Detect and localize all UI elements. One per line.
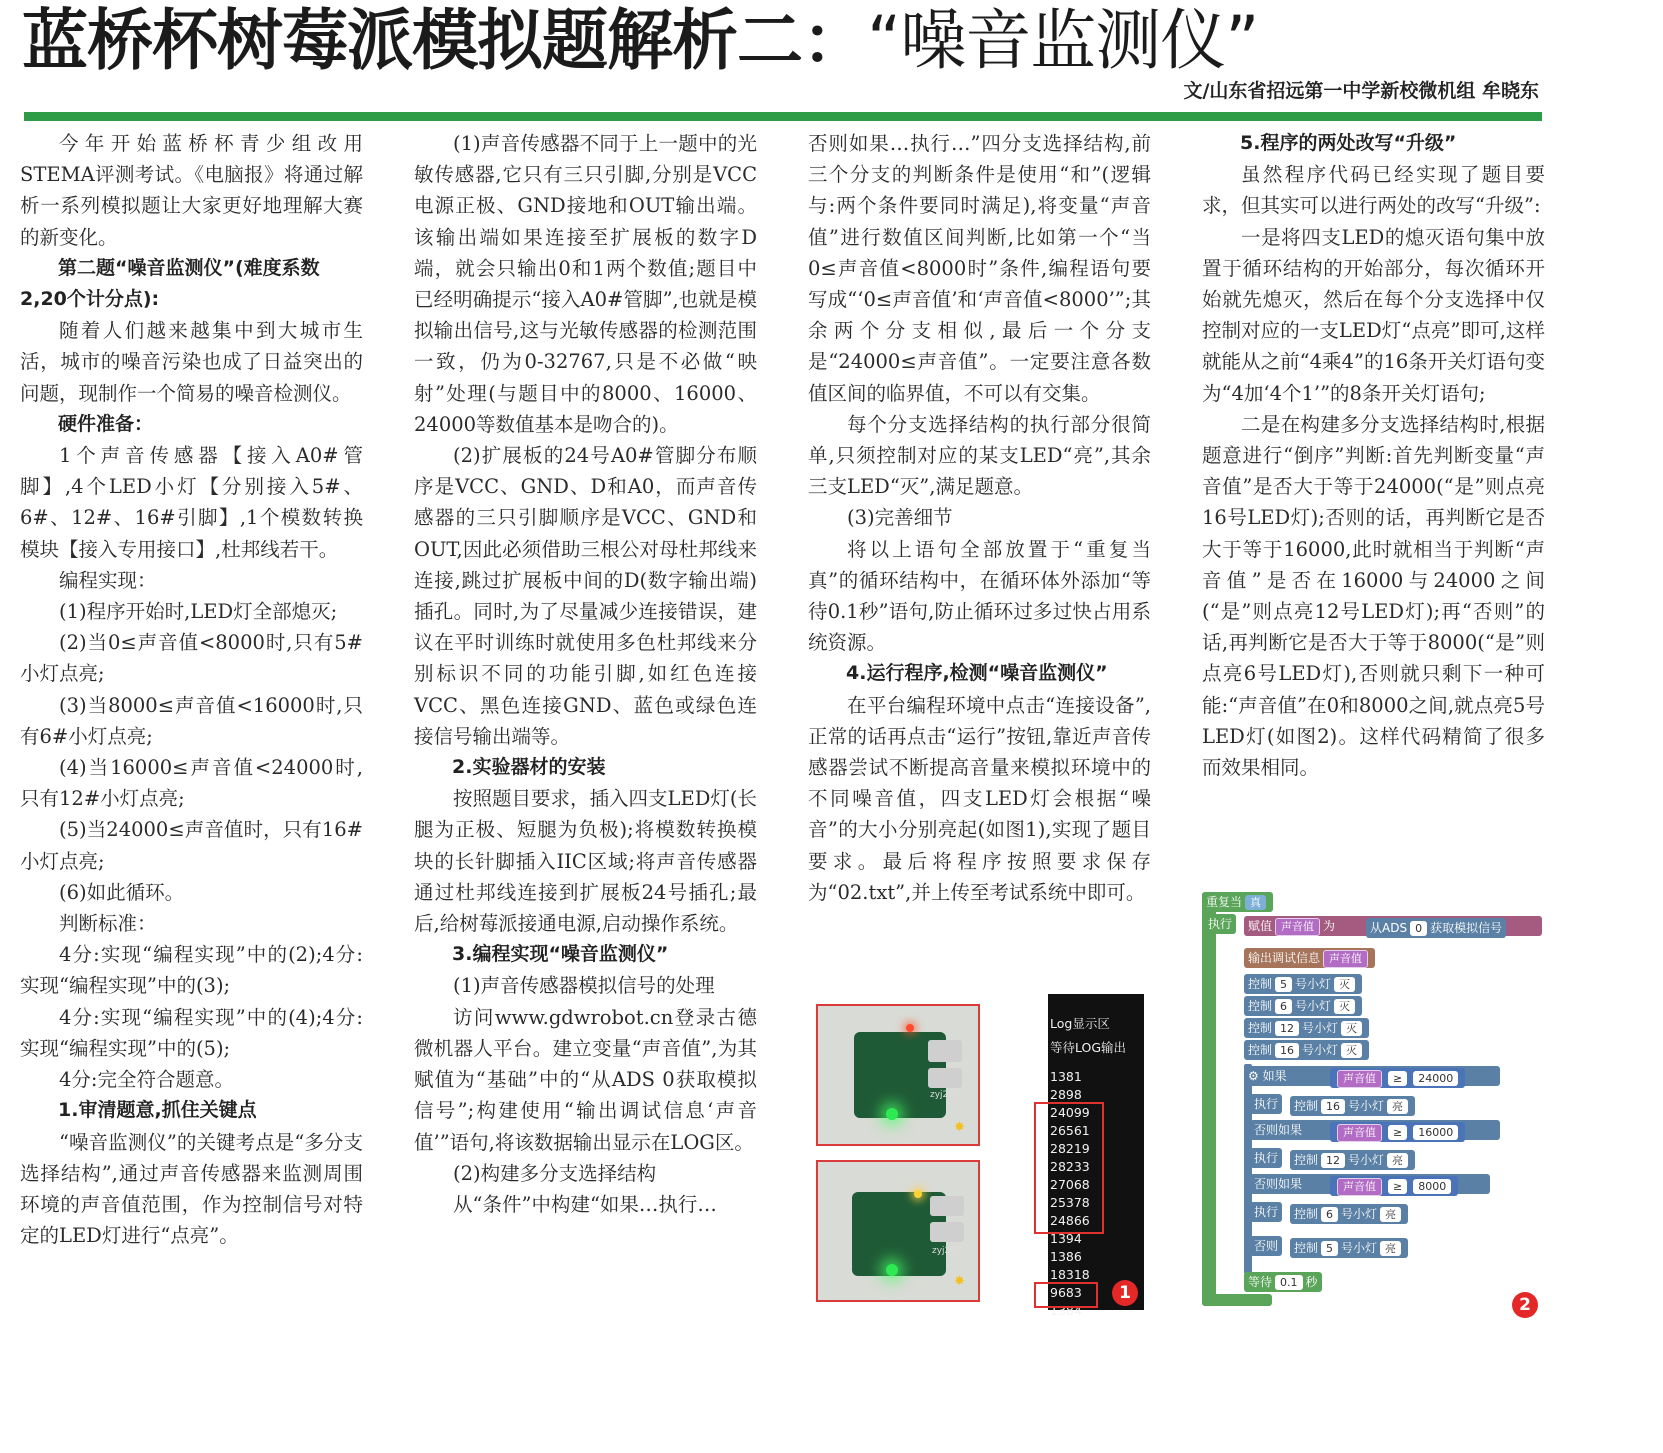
led-green xyxy=(886,1108,898,1120)
log-entry: 24866 xyxy=(1050,1213,1090,1228)
led-off-block: 控制 5 号小灯 灭 xyxy=(1244,974,1362,994)
led-red xyxy=(906,1024,914,1032)
paragraph: (4)当16000≤声音值<24000时,只有12#小灯点亮; xyxy=(20,756,363,811)
paragraph: (2)构建多分支选择结构 xyxy=(453,1161,657,1185)
led-yellow xyxy=(914,1190,922,1198)
then-label: 执行 xyxy=(1250,1148,1282,1168)
paragraph: 按照题目要求，插入四支LED灯(长腿为正极、短腿为负极);将模数转换模块的长针脚插入IIC区域;将声音传感器通过杜邦线连接到扩展板24号插孔;最后,给树莓派接通电源,启动操作系统。 xyxy=(414,787,757,936)
paragraph: (2)当0≤声音值<8000时,只有5#小灯点亮; xyxy=(20,631,363,686)
paragraph: 1个声音传感器【接入A0#管脚】,4个LED小灯【分别接入5#、6#、12#、16#引脚】,1个模数转换模块【接入专用接口】,杜邦线若干。 xyxy=(20,444,363,561)
log-entry: 18318 xyxy=(1050,1267,1090,1282)
led-off-block: 控制 12 号小灯 灭 xyxy=(1244,1018,1369,1038)
then-label: 执行 xyxy=(1250,1094,1282,1114)
paragraph: 今年开始蓝桥杯青少组改用STEMA评测考试。《电脑报》将通过解析一系列模拟题让大家更好地理解大赛的新变化。 xyxy=(20,132,363,249)
loop-frame xyxy=(1202,892,1216,1306)
paragraph: 4分:实现“编程实现”中的(4);4分:实现“编程实现”中的(5); xyxy=(20,1005,363,1060)
log-entry: 2898 xyxy=(1050,1087,1082,1102)
log-entry: 27068 xyxy=(1050,1177,1090,1192)
paragraph: 4分:实现“编程实现”中的(2);4分:实现“编程实现”中的(3); xyxy=(20,943,363,998)
paragraph: 否则如果…执行…”四分支选择结构,前三个分支的判断条件是使用“和”(逻辑与:两个条件要同时满足),将变量“声音值”进行数值区间判断,比如第一个“当0≤声音值<8000时”条件,编程语句要写成“‘0≤声音值’和‘声音值<8000’”;其余两个分支相似,最后一个分支是“24000≤声音值”。一定要注意各数值区间的临界值，不可以有交集。 xyxy=(808,132,1151,405)
led-off-block: 控制 6 号小灯 灭 xyxy=(1244,996,1362,1016)
header-rule xyxy=(24,112,1542,121)
gear-icon: ⚙ xyxy=(1248,1069,1259,1083)
byline: 文/山东省招远第一中学新校微机组 牟晓东 xyxy=(1183,80,1539,102)
debug-block: 输出调试信息 声音值 xyxy=(1244,948,1375,968)
board-label: zyj202 xyxy=(932,1246,962,1256)
paragraph: (5)当24000≤声音值时，只有16#小灯点亮; xyxy=(20,818,363,873)
paragraph: (6)如此循环。 xyxy=(59,880,185,904)
section-heading: 3.编程实现“噪音监测仪” xyxy=(452,943,669,966)
led-on-block: 控制 5 号小灯 亮 xyxy=(1290,1238,1408,1258)
log-entry: 1381 xyxy=(1050,1069,1082,1084)
section-heading: 2.实验器材的安装 xyxy=(452,756,606,779)
section-heading: 1.审清题意,抓住关键点 xyxy=(58,1099,257,1122)
log-entry: 1384 xyxy=(1050,1303,1082,1318)
compare-block: 声音值 ≥ 16000 xyxy=(1330,1122,1465,1142)
elseif-block: 否则如果 xyxy=(1250,1174,1490,1194)
title-main: 蓝桥杯树莓派模拟题解析二： xyxy=(22,2,867,79)
paragraph: 在平台编程环境中点击“连接设备”,正常的话再点击“运行”按钮,靠近声音传感器尝试不断提高音量来模拟环境中的不同噪音值，四支LED灯会根据“噪音”的大小分别亮起(如图1),实现了题目要求。最后将程序按照要求保存为“02.txt”,并上传至考试系统中即可。 xyxy=(808,693,1151,904)
column-4 xyxy=(1202,128,1545,783)
section-heading: 5.程序的两处改写“升级” xyxy=(1240,132,1457,154)
paragraph: (1)声音传感器模拟信号的处理 xyxy=(453,974,715,998)
paragraph: 每个分支选择结构的执行部分很简单,只须控制对应的某支LED“亮”,其余三支LED“灭”,满足题意。 xyxy=(808,412,1151,499)
led-green xyxy=(886,1264,898,1276)
section-heading: 4.运行程序,检测“噪音监测仪” xyxy=(846,662,1108,685)
wait-block: 等待 0.1 秒 xyxy=(1244,1272,1322,1292)
figure-2-badge: 2 xyxy=(1512,1292,1538,1318)
paragraph: “噪音监测仪”的关键考点是“多分支选择结构”,通过声音传感器来监测周围环境的声音值范围，作为控制信号对特定的LED灯进行“点亮”。 xyxy=(20,1130,363,1248)
log-entry: 9683 xyxy=(1050,1285,1082,1300)
paragraph: (3)当8000≤声音值<16000时,只有6#小灯点亮; xyxy=(20,693,363,748)
compare-block: 声音值 ≥ 24000 xyxy=(1330,1068,1465,1088)
column-3 xyxy=(808,128,1151,908)
log-entry: 1386 xyxy=(1050,1249,1082,1264)
log-entry: 1394 xyxy=(1050,1231,1082,1246)
paragraph: 判断标准： xyxy=(59,912,157,936)
section-heading: 硬件准备： xyxy=(58,412,154,435)
paragraph: 一是将四支LED的熄灭语句集中放置于循环结构的开始部分，每次循环开始就先熄灭，然后在每个分支选择中仅控制对应的一支LED灯“点亮”即可,这样就能从之前“4乘4”的16条开关灯语句变为“4加‘4个1’”的8条开关灯语句; xyxy=(1202,225,1545,405)
title-quote: “噪音监测仪” xyxy=(867,2,1259,79)
log-entry: 28233 xyxy=(1050,1159,1090,1174)
highlight-box-low-value xyxy=(1034,1282,1098,1308)
elseif-block: 否则如果 xyxy=(1250,1120,1500,1140)
photo-leds-bottom xyxy=(816,1160,980,1302)
else-block: 否则 xyxy=(1250,1236,1282,1256)
then-label: 执行 xyxy=(1250,1202,1282,1222)
cursor-icon: ✸ xyxy=(954,1274,965,1289)
paragraph: 虽然程序代码已经实现了题目要求，但其实可以进行两处的改写“升级”: xyxy=(1202,163,1545,218)
log-entry: 26561 xyxy=(1050,1123,1090,1138)
repeat-block: 重复当 真 xyxy=(1202,892,1273,912)
column-1 xyxy=(20,128,363,1251)
log-title: Log显示区 xyxy=(1050,1016,1110,1031)
loop-frame-bottom xyxy=(1202,1294,1272,1306)
log-status: 等待LOG输出 xyxy=(1050,1040,1127,1055)
log-entry: 24099 xyxy=(1050,1105,1090,1120)
paragraph: 二是在构建多分支选择结构时,根据题意进行“倒序”判断:首先判断变量“声音值”是否大于等于24000(“是”则点亮16号LED灯);否则的话，再判断它是否大于等于16000,此时就相当于判断“声音值”是否在16000与24000之间(“是”则点亮12号LED灯);再“否则”的话,再判断它是否大于等于8000(“是”则点亮6号LED灯),否则就只剩下一种可能:“声音值”在0和8000之间,就点亮5号LED灯(如图2)。这样代码精简了很多而效果相同。 xyxy=(1202,412,1545,780)
paragraph: (3)完善细节 xyxy=(847,506,953,530)
board-label: zyj202 xyxy=(930,1090,960,1100)
paragraph: 从“条件”中构建“如果…执行… xyxy=(453,1192,717,1216)
led-on-block: 控制 12 号小灯 亮 xyxy=(1290,1150,1415,1170)
led-on-block: 控制 16 号小灯 亮 xyxy=(1290,1096,1415,1116)
do-label: 执行 xyxy=(1204,914,1236,934)
paragraph: 编程实现： xyxy=(59,568,157,592)
photo-leds-top xyxy=(816,1004,980,1146)
paragraph: (2)扩展板的24号A0#管脚分布顺序是VCC、GND、D和A0，而声音传感器的三只引脚顺序是VCC、GND和OUT,因此必须借助三根公对母杜邦线来连接,跳过扩展板中间的D(数字输出端)插孔。同时,为了尽量减少连接错误，建议在平时训练时就使用多色杜邦线来分别标识不同的功能引脚,如红色连接VCC、黑色连接GND、蓝色或绿色连接信号输出端等。 xyxy=(414,444,757,748)
section-heading: 第二题“噪音监测仪”(难度系数2,20个计分点): xyxy=(20,256,320,311)
if-block: ⚙ 如果 xyxy=(1244,1066,1500,1086)
cursor-icon: ✸ xyxy=(954,1120,965,1135)
column-2 xyxy=(414,128,757,1220)
log-entry: 25378 xyxy=(1050,1195,1090,1210)
led-off-block: 控制 16 号小灯 灭 xyxy=(1244,1040,1369,1060)
compare-block: 声音值 ≥ 8000 xyxy=(1330,1176,1458,1196)
log-entry: 28219 xyxy=(1050,1141,1090,1156)
figure-1-badge: 1 xyxy=(1112,1280,1138,1306)
article-title xyxy=(22,2,1258,80)
paragraph: (1)声音传感器不同于上一题中的光敏传感器,它只有三只引脚,分别是VCC电源正极、GND接地和OUT输出端。该输出端如果连接至扩展板的数字D端，就会只输出0和1两个数值;题目中已经明确提示“接入A0#管脚”,也就是模拟输出信号,这与光敏传感器的检测范围一致，仍为0-32767,只是不必做“映射”处理(与题目中的8000、16000、24000等数值基本是吻合的)。 xyxy=(414,132,757,436)
paragraph: 随着人们越来越集中到大城市生活，城市的噪音污染也成了日益突出的问题，现制作一个简易的噪音检测仪。 xyxy=(20,319,363,405)
led-on-block: 控制 6 号小灯 亮 xyxy=(1290,1204,1408,1224)
paragraph: (1)程序开始时,LED灯全部熄灭; xyxy=(59,600,338,624)
paragraph: 4分:完全符合题意。 xyxy=(59,1068,234,1092)
paragraph: 访问www.gdwrobot.cn登录古德微机器人平台。建立变量“声音值”,为其赋值为“基础”中的“从ADS 0获取模拟信号”;构建使用“输出调试信息‘声音值’”语句,将该数据输出显示在LOG区。 xyxy=(414,1005,757,1154)
paragraph: 将以上语句全部放置于“重复当真”的循环结构中，在循环体外添加“等待0.1秒”语句,防止循环过多过快占用系统资源。 xyxy=(808,537,1151,655)
highlight-box-high-values xyxy=(1034,1102,1104,1234)
assign-block: 赋值 声音值 为 xyxy=(1244,916,1542,936)
ads-block: 从ADS 0 获取模拟信号 xyxy=(1366,918,1506,938)
